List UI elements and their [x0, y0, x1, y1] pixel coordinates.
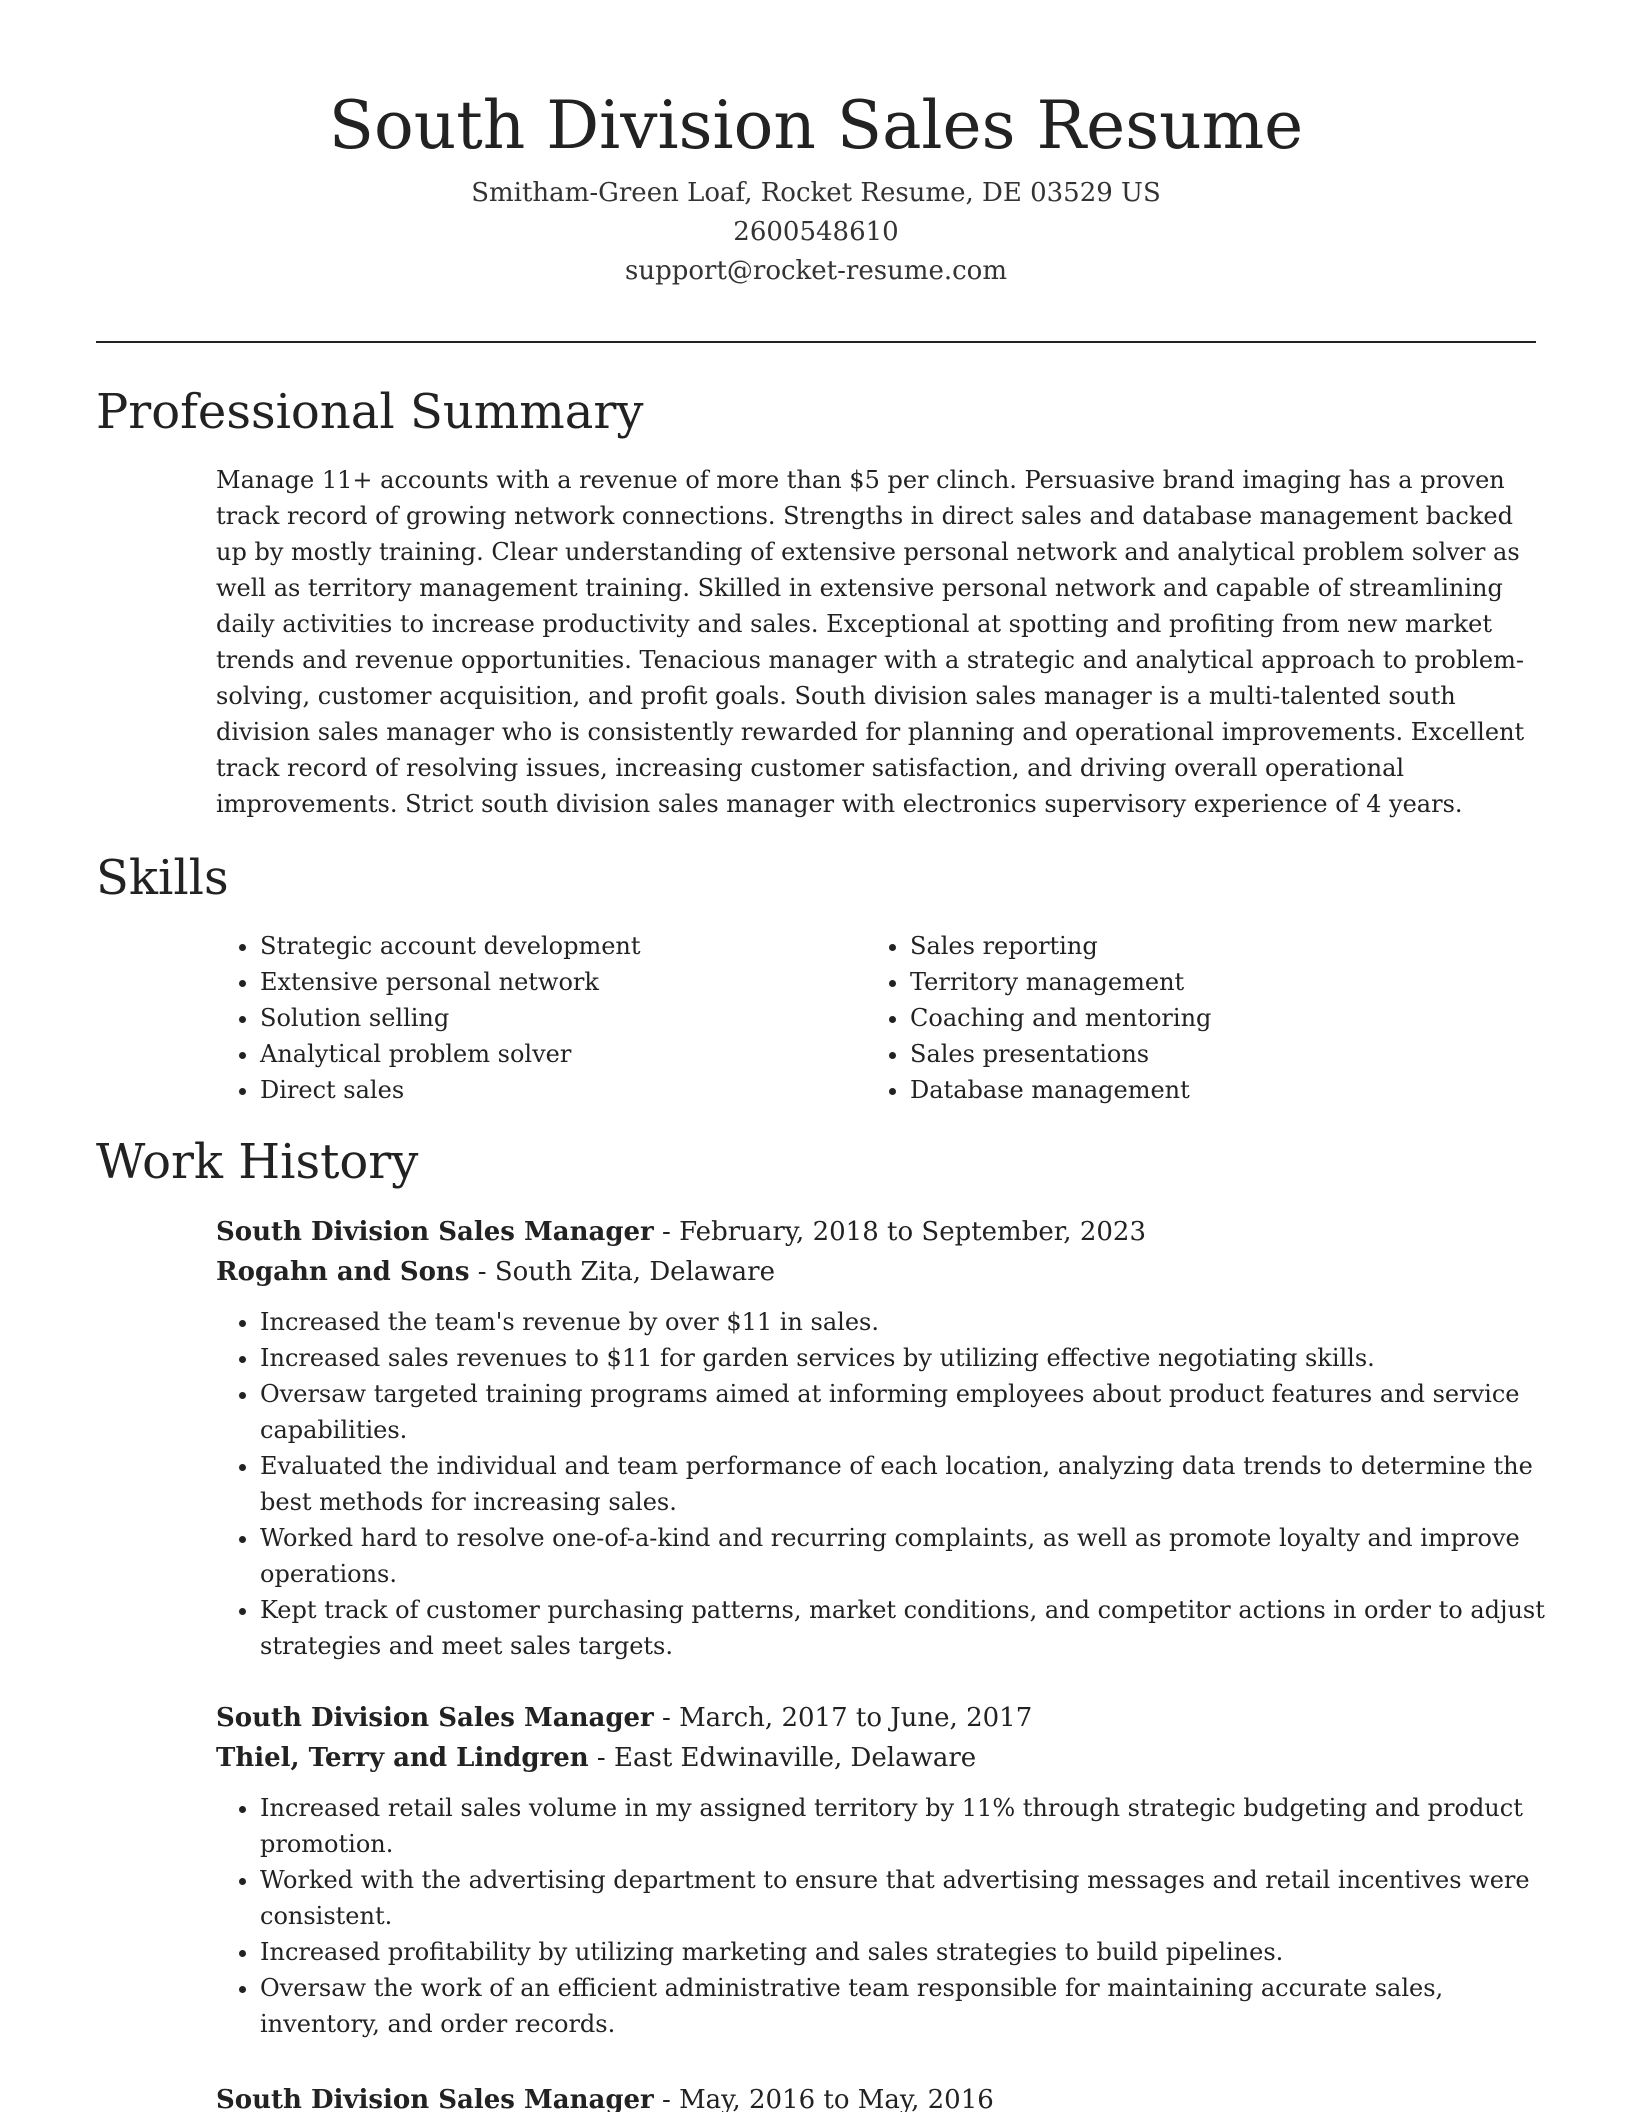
job-location: South Zita, Delaware — [494, 1257, 775, 1287]
skill-item: • Sales presentations — [910, 1036, 1470, 1072]
contact-address: Smitham-Green Loaf, Rocket Resume, DE 03529 US — [471, 178, 1161, 208]
job-title-line — [216, 1212, 1546, 1252]
job-location: East Edwinaville, Delaware — [614, 1743, 977, 1773]
job-bullet: • Increased the team's revenue by over $11 in sales. — [260, 1304, 1546, 1340]
job-title-line — [216, 1698, 1546, 1738]
job-dates: February, 2018 to September, 2023 — [679, 1217, 1147, 1247]
job-company: Thiel, Terry and Lindgren — [216, 1743, 589, 1773]
contact-phone: 2600548610 — [733, 217, 899, 247]
job-title: South Division Sales Manager — [216, 1703, 654, 1733]
job-bullet: • Evaluated the individual and team performance of each location, analyzing data trends to determine the best methods for increasing sales. — [260, 1448, 1546, 1520]
separator: - — [653, 1703, 680, 1733]
job-company: Rogahn and Sons — [216, 1257, 470, 1287]
skill-item: • Direct sales — [260, 1072, 820, 1108]
skill-item: • Analytical problem solver — [260, 1036, 820, 1072]
section-title-summary: Professional Summary — [96, 384, 644, 440]
summary-text: Manage 11+ accounts with a revenue of more than $5 per clinch. Persuasive brand imaging has a proven track record of growing network connections. Strengths in direct sales and database management backed up by mostly training. Clear understanding of extensive personal network and analytical problem solver as well as territory management training. Skilled in extensive personal network and capable of streamlining daily activities to increase productivity and sales. Exceptional at spotting and profiting from new market trends and revenue opportunities. Tenacious manager with a strategic and analytical approach to problem-solving, customer acquisition, and profit goals. South division sales manager is a multi-talented south division sales manager who is consistently rewarded for planning and operational improvements. Excellent track record of resolving issues, increasing customer satisfaction, and driving overall operational improvements. Strict south division sales manager with electronics supervisory experience of 4 years. — [216, 466, 1525, 818]
resume-header — [0, 78, 1632, 291]
section-title-skills: Skills — [96, 850, 229, 906]
skill-item: • Extensive personal network — [260, 964, 820, 1000]
skills-list-right — [866, 928, 1470, 1108]
job-bullet: • Oversaw the work of an efficient administrative team responsible for maintaining accurate sales, inventory, and order records. — [260, 1970, 1546, 2042]
skill-item: • Sales reporting — [910, 928, 1470, 964]
job-company-line — [216, 1738, 1546, 1778]
job-bullet: • Worked with the advertising department to ensure that advertising messages and retail incentives were consistent. — [260, 1862, 1546, 1934]
job-title: South Division Sales Manager — [216, 1217, 654, 1247]
skill-item: • Territory management — [910, 964, 1470, 1000]
job-bullet: • Kept track of customer purchasing patterns, market conditions, and competitor actions in order to adjust strategies and meet sales targets. — [260, 1592, 1546, 1664]
skill-item: • Strategic account development — [260, 928, 820, 964]
job-bullet-list — [216, 1790, 1546, 2042]
job-bullet: • Increased sales revenues to $11 for garden services by utilizing effective negotiating skills. — [260, 1340, 1546, 1376]
job-bullet: • Increased retail sales volume in my assigned territory by 11% through strategic budgeting and product promotion. — [260, 1790, 1546, 1862]
skill-item: • Database management — [910, 1072, 1470, 1108]
job-title: South Division Sales Manager — [216, 2085, 654, 2112]
separator: - — [653, 2085, 680, 2112]
work-entry — [216, 1212, 1546, 1664]
contact-email: support@rocket-resume.com — [624, 256, 1007, 286]
job-bullet: • Increased profitability by utilizing marketing and sales strategies to build pipelines. — [260, 1934, 1546, 1970]
job-title-line — [216, 2080, 1546, 2112]
job-dates: May, 2016 to May, 2016 — [679, 2085, 994, 2112]
resume-title: South Division Sales Resume — [328, 87, 1304, 164]
separator: - — [653, 1217, 680, 1247]
separator: - — [469, 1257, 495, 1287]
job-bullet: • Oversaw targeted training programs aimed at informing employees about product features and service capabilities. — [260, 1376, 1546, 1448]
job-bullet: • Worked hard to resolve one-of-a-kind and recurring complaints, as well as promote loyalty and improve operations. — [260, 1520, 1546, 1592]
skills-list-left — [216, 928, 820, 1108]
skill-item: • Solution selling — [260, 1000, 820, 1036]
separator: - — [588, 1743, 614, 1773]
job-bullet-list — [216, 1304, 1546, 1664]
job-company-line — [216, 1252, 1546, 1292]
section-title-work-history: Work History — [96, 1134, 419, 1190]
work-entry — [216, 2080, 1546, 2112]
skill-item: • Coaching and mentoring — [910, 1000, 1470, 1036]
job-dates: March, 2017 to June, 2017 — [679, 1703, 1033, 1733]
header-divider — [96, 341, 1536, 343]
work-entry — [216, 1698, 1546, 2042]
